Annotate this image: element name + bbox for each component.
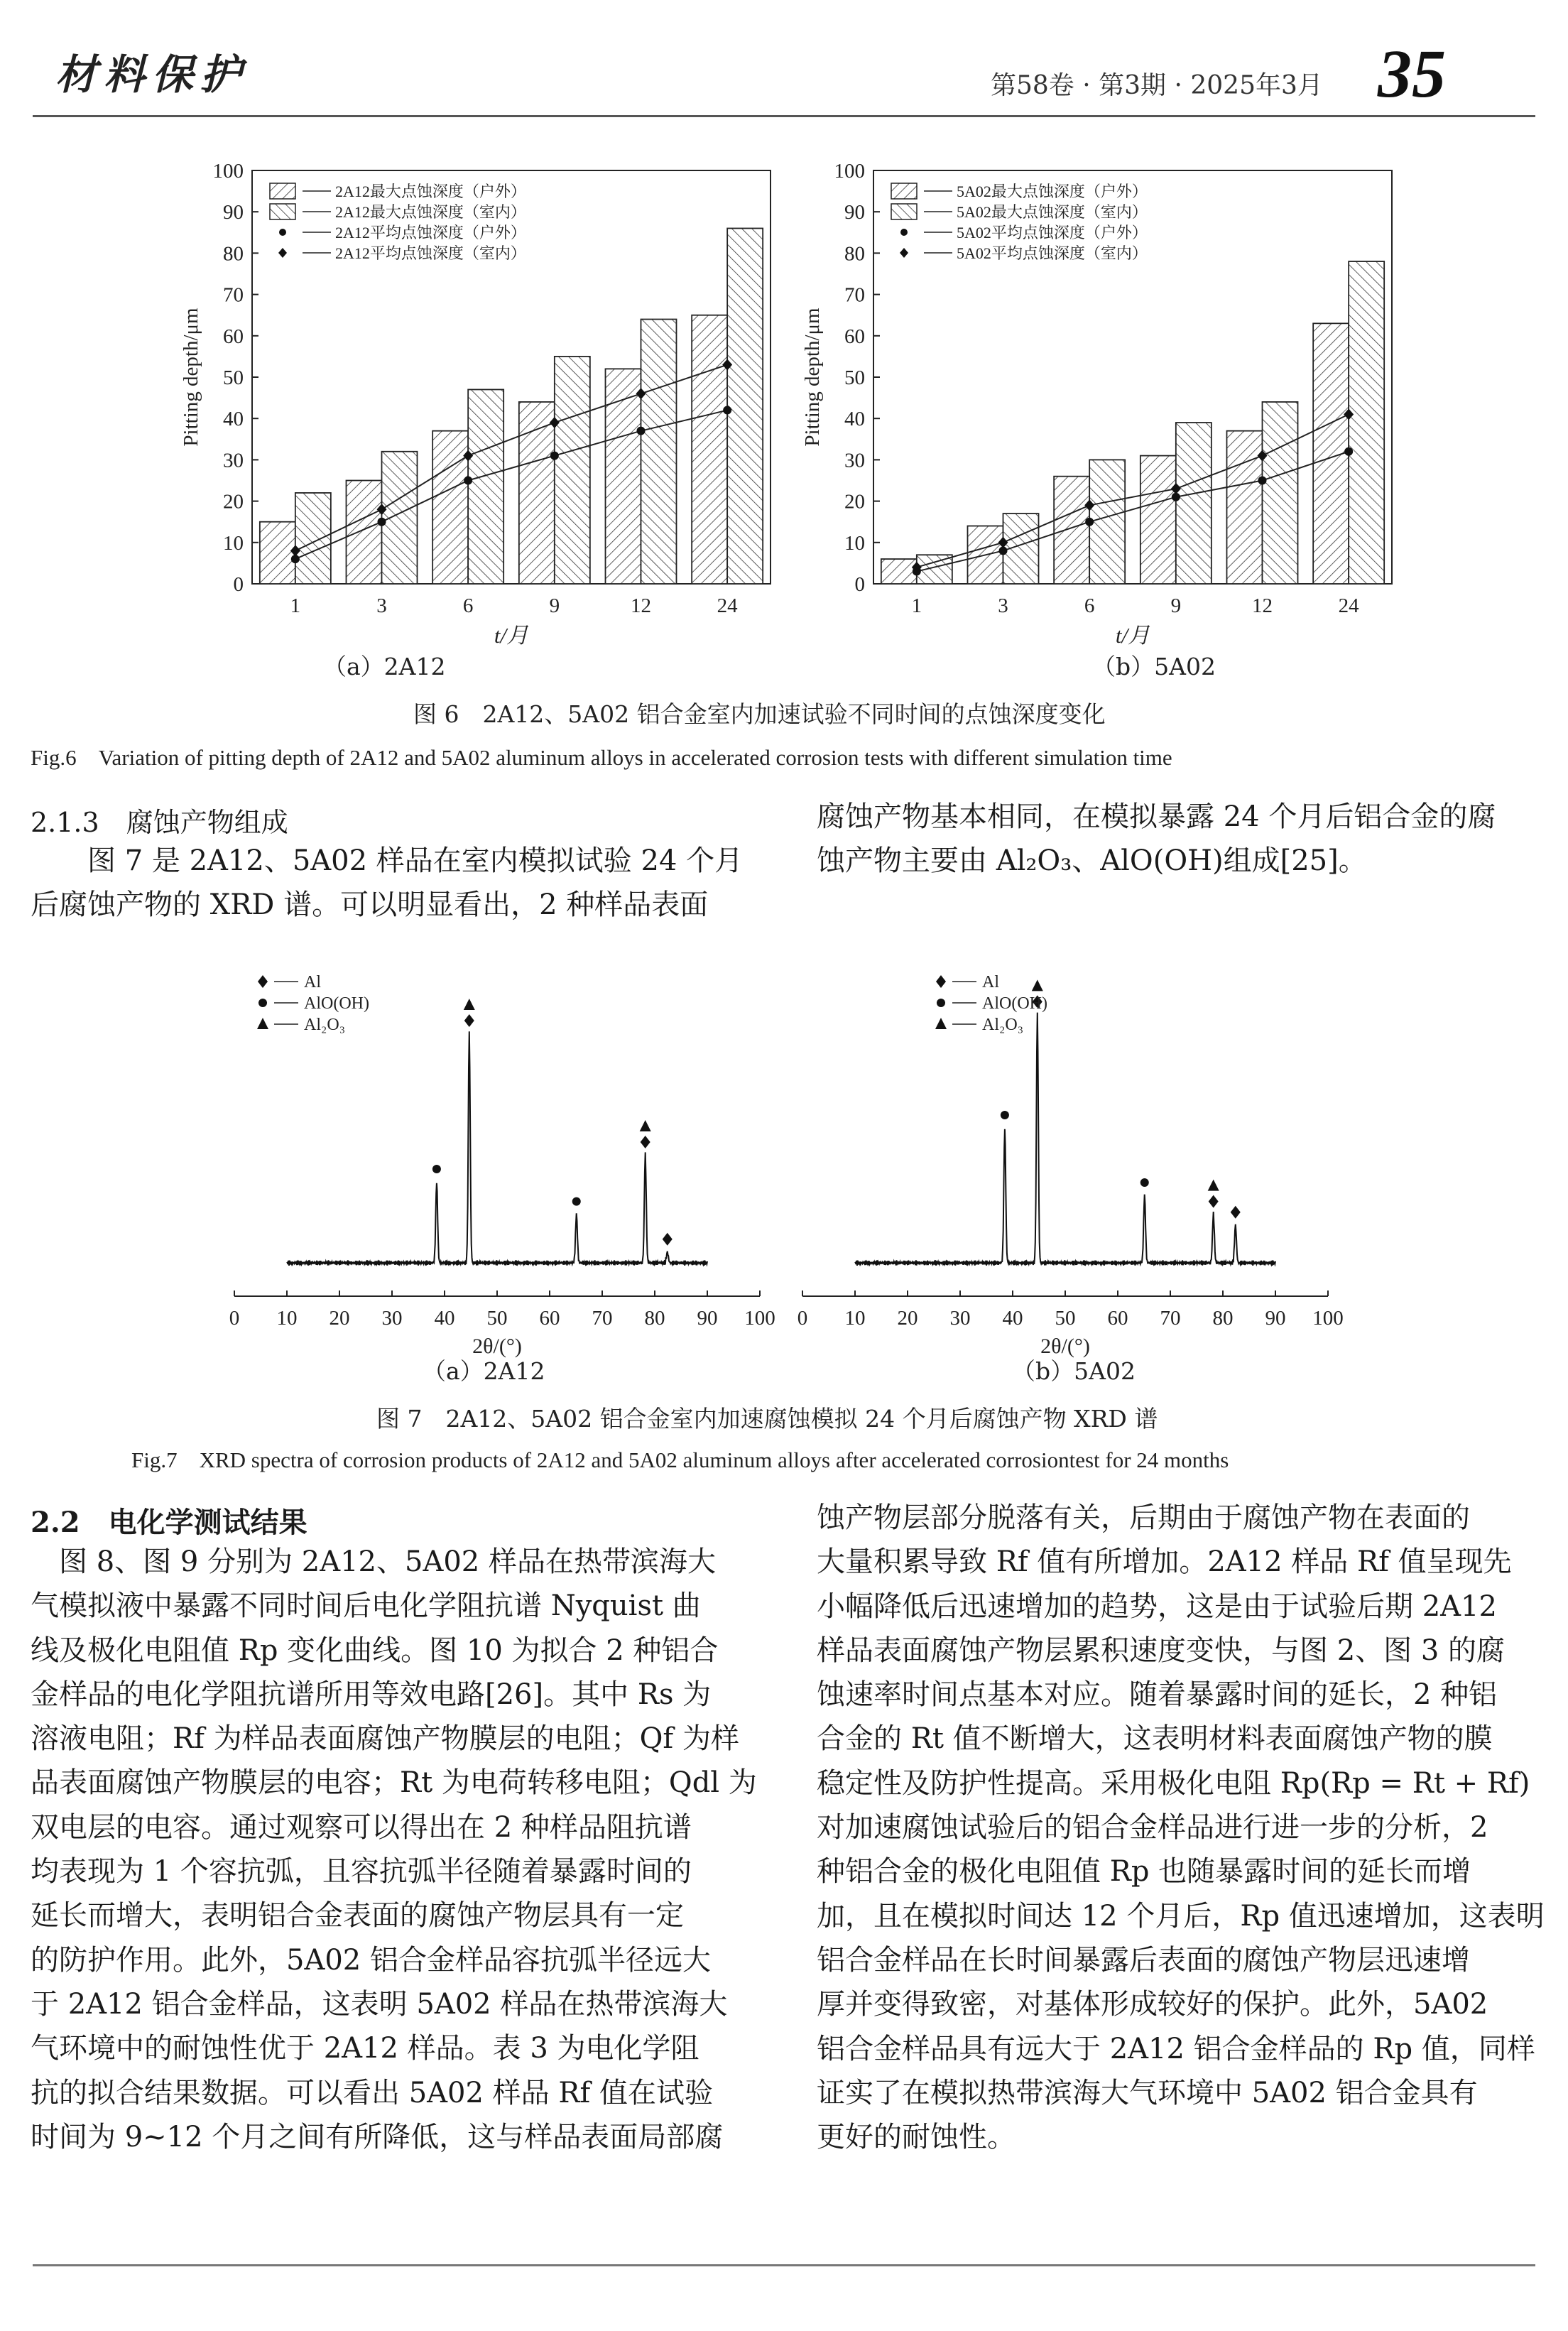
journal-logo: 材料保护 <box>55 50 249 99</box>
bar <box>555 357 590 584</box>
text-line: 铝合金样品在长时间暴露后表面的腐蚀产物层迅速增 <box>817 1943 1470 1977</box>
x-tick-label: 6 <box>1084 594 1095 617</box>
y-tick-label: 20 <box>223 490 244 514</box>
x-tick-label: 20 <box>329 1307 350 1330</box>
y-tick-label: 10 <box>223 531 244 555</box>
x-axis-label: t/月 <box>494 623 529 648</box>
peak-marker-aloh <box>937 999 945 1007</box>
x-tick-label: 50 <box>486 1307 508 1330</box>
sec22-right-text <box>817 1496 1548 2159</box>
fig6a-sublabel: （a）2A12 <box>323 653 446 680</box>
text-line: 小幅降低后迅速增加的趋势，这是由于试验后期 2A12 <box>817 1590 1497 1623</box>
legend-label: AlO(OH) <box>982 994 1047 1013</box>
x-tick-label: 30 <box>381 1307 403 1330</box>
x-tick-label: 1 <box>911 594 922 617</box>
x-tick-label: 90 <box>1265 1307 1286 1330</box>
legend-label: 5A02平均点蚀深度（户外） <box>957 224 1148 241</box>
legend-label: 2A12平均点蚀深度（室内） <box>335 244 526 262</box>
legend-swatch <box>270 204 295 219</box>
peak-marker-al <box>258 975 268 988</box>
bar <box>295 493 331 584</box>
peak-marker-al2o3 <box>935 1018 947 1029</box>
section-2-2-heading: 2.2 电化学测试结果 <box>31 1506 307 1539</box>
sec213-right-text <box>817 795 1548 884</box>
legend-label: 2A12最大点蚀深度（户外） <box>335 183 526 200</box>
fig6b-chart <box>792 160 1431 692</box>
text-line: 大量积累导致 Rf 值有所增加。2A12 样品 Rf 值呈现先 <box>817 1545 1512 1579</box>
text-line: 线及极化电阻值 Rp 变化曲线。图 10 为拟合 2 种铝合 <box>31 1634 719 1667</box>
y-tick-label: 100 <box>212 160 244 183</box>
y-tick-label: 50 <box>223 366 244 389</box>
text-line: 蚀速率时间点基本对应。随着暴露时间的延长，2 种铝 <box>817 1678 1498 1712</box>
x-tick-label: 70 <box>1160 1307 1181 1330</box>
y-tick-label: 80 <box>844 242 865 266</box>
x-tick-label: 80 <box>1212 1307 1234 1330</box>
text-line: 蚀产物主要由 Al₂O₃、AlO(OH)组成[25]。 <box>817 844 1367 878</box>
text-line: 样品表面腐蚀产物层累积速度变快，与图 2、图 3 的腐 <box>817 1634 1506 1667</box>
text-line: 于 2A12 铝合金样品，这表明 5A02 样品在热带滨海大 <box>31 1987 728 2021</box>
x-tick-label: 10 <box>276 1307 298 1330</box>
legend-swatch <box>900 229 908 236</box>
y-axis-label: Pitting depth/μm <box>180 308 202 447</box>
peak-marker-al <box>936 975 946 988</box>
text-line: 蚀产物层部分脱落有关，后期由于腐蚀产物在表面的 <box>817 1501 1470 1534</box>
x-tick-label: 0 <box>229 1307 240 1330</box>
data-point <box>1344 447 1353 456</box>
xrd-spectrum <box>855 1013 1275 1266</box>
x-tick-label: 100 <box>744 1307 775 1330</box>
legend-label: 5A02最大点蚀深度（室内） <box>957 203 1148 221</box>
x-tick-label: 20 <box>897 1307 918 1330</box>
x-axis-label: t/月 <box>1115 623 1150 648</box>
header-rule <box>33 115 1535 117</box>
page-number: 35 <box>1378 36 1446 112</box>
fig7-caption-cn: 图 7 2A12、5A02 铝合金室内加速腐蚀模拟 24 个月后腐蚀产物 XRD 谱 <box>376 1405 1158 1433</box>
bar <box>1349 261 1384 584</box>
text-line: 对加速腐蚀试验后的铝合金样品进行进一步的分析，2 <box>817 1811 1488 1844</box>
fig6-caption-cn: 图 6 2A12、5A02 铝合金室内加速试验不同时间的点蚀深度变化 <box>413 700 1106 728</box>
y-tick-label: 0 <box>233 573 244 596</box>
fig7a-chart <box>213 966 781 1378</box>
legend-swatch <box>900 248 908 258</box>
text-line: 均表现为 1 个容抗弧，且容抗弧半径随着暴露时间的 <box>31 1855 692 1889</box>
y-tick-label: 80 <box>223 242 244 266</box>
y-tick-label: 0 <box>854 573 865 596</box>
bar <box>727 228 763 584</box>
text-line: 稳定性及防护性提高。采用极化电阻 Rp(Rp = Rt + Rf) <box>817 1766 1530 1800</box>
fig7b-sublabel: （b）5A02 <box>1012 1357 1136 1385</box>
legend-label: Al <box>982 973 999 991</box>
x-tick-label: 1 <box>290 594 301 617</box>
bar <box>881 559 917 584</box>
bar <box>1089 460 1125 584</box>
text-line: 延长而增大，表明铝合金表面的腐蚀产物层具有一定 <box>31 1899 684 1933</box>
fig6a-chart <box>170 160 810 692</box>
y-tick-label: 30 <box>844 449 865 472</box>
bar <box>382 452 418 584</box>
bar <box>606 369 641 584</box>
bar <box>468 389 503 584</box>
text-line: 金样品的电化学阻抗谱所用等效电路[26]。其中 Rs 为 <box>31 1678 712 1711</box>
y-tick-label: 30 <box>223 449 244 472</box>
y-tick-label: 50 <box>844 366 865 389</box>
y-tick-label: 60 <box>844 325 865 348</box>
bar <box>1140 456 1176 584</box>
peak-marker-aloh <box>1140 1178 1149 1187</box>
text-line: 铝合金样品具有远大于 2A12 铝合金样品的 Rp 值，同样 <box>817 2032 1535 2065</box>
text-line: 证实了在模拟热带滨海大气环境中 5A02 铝合金具有 <box>817 2076 1478 2109</box>
x-tick-label: 3 <box>998 594 1008 617</box>
bar <box>347 481 382 585</box>
bar <box>641 320 677 584</box>
x-tick-label: 24 <box>1338 594 1359 617</box>
bar <box>1263 402 1298 584</box>
peak-marker-al <box>1209 1195 1219 1208</box>
peak-marker-al <box>464 1014 474 1027</box>
y-tick-label: 40 <box>844 408 865 431</box>
bar <box>432 431 468 584</box>
x-tick-label: 90 <box>697 1307 718 1330</box>
legend-swatch <box>279 229 286 236</box>
data-point <box>550 452 559 460</box>
fig7a-sublabel: （a）2A12 <box>423 1357 545 1385</box>
data-point <box>1258 477 1267 485</box>
peak-marker-al2o3 <box>464 999 475 1010</box>
text-line: 双电层的电容。通过观察可以得出在 2 种样品阻抗谱 <box>31 1810 692 1844</box>
peak-marker-al2o3 <box>1032 979 1043 991</box>
issue-info: 第58卷 · 第3期 · 2025年3月 <box>991 71 1323 100</box>
text-line: 腐蚀产物基本相同，在模拟暴露 24 个月后铝合金的腐 <box>817 800 1496 833</box>
legend-label: Al₂O₃ <box>982 1016 1024 1034</box>
x-tick-label: 70 <box>592 1307 613 1330</box>
sec213-left-text <box>31 839 755 928</box>
legend-label: 5A02最大点蚀深度（户外） <box>957 183 1148 200</box>
peak-marker-al2o3 <box>1208 1180 1219 1191</box>
fig7b-chart <box>781 966 1349 1378</box>
y-tick-label: 60 <box>223 325 244 348</box>
x-tick-label: 0 <box>797 1307 808 1330</box>
text-line: 气环境中的耐蚀性优于 2A12 样品。表 3 为电化学阻 <box>31 2032 699 2065</box>
text-line: 更好的耐蚀性。 <box>817 2121 1016 2154</box>
x-tick-label: 3 <box>376 594 387 617</box>
text-line: 合金的 Rt 值不断增大，这表明材料表面腐蚀产物的膜 <box>817 1722 1493 1756</box>
y-tick-label: 20 <box>844 490 865 514</box>
x-tick-label: 9 <box>1170 594 1182 617</box>
data-point <box>637 427 646 435</box>
footer-rule <box>33 2264 1535 2266</box>
x-tick-label: 9 <box>549 594 560 617</box>
peak-marker-al2o3 <box>640 1120 651 1131</box>
text-line: 种铝合金的极化电阻值 Rp 也随暴露时间的延长而增 <box>817 1855 1471 1889</box>
x-tick-label: 12 <box>1252 594 1273 617</box>
section-2-1-3-heading: 2.1.3 腐蚀产物组成 <box>31 807 288 838</box>
peak-marker-al <box>1231 1206 1241 1219</box>
x-tick-label: 6 <box>462 594 474 617</box>
bar <box>1054 477 1089 584</box>
x-tick-label: 60 <box>1107 1307 1128 1330</box>
x-tick-label: 40 <box>1002 1307 1023 1330</box>
x-tick-label: 30 <box>949 1307 971 1330</box>
bar <box>1227 431 1263 584</box>
text-line: 时间为 9~12 个月之间有所降低，这与样品表面局部腐 <box>31 2120 724 2153</box>
legend-label: AlO(OH) <box>304 994 369 1013</box>
fig6-caption-en: Fig.6 Variation of pitting depth of 2A12 and 5A02 aluminum alloys in accelerated corrosion tests with different simulation time <box>31 745 1172 770</box>
y-tick-label: 90 <box>223 201 244 224</box>
x-tick-label: 80 <box>644 1307 665 1330</box>
xrd-spectrum <box>287 1031 707 1266</box>
text-line: 加，且在模拟时间达 12 个月后，Rp 值迅速增加，这表明 <box>817 1899 1545 1933</box>
peak-marker-al2o3 <box>257 1018 268 1029</box>
peak-marker-aloh <box>572 1197 581 1206</box>
data-point <box>723 406 731 415</box>
text-line: 的防护作用。此外，5A02 铝合金样品容抗弧半径远大 <box>31 1943 711 1977</box>
text-line: 后腐蚀产物的 XRD 谱。可以明显看出，2 种样品表面 <box>31 889 709 922</box>
data-point <box>464 477 472 485</box>
x-tick-label: 12 <box>631 594 651 617</box>
data-point <box>378 518 386 526</box>
y-tick-label: 70 <box>223 283 244 307</box>
bar <box>260 522 295 584</box>
data-point <box>1085 518 1094 526</box>
peak-marker-al <box>641 1136 650 1148</box>
legend-label: 2A12平均点蚀深度（户外） <box>335 224 526 241</box>
peak-marker-al <box>663 1233 673 1246</box>
x-tick-label: 50 <box>1055 1307 1076 1330</box>
peak-marker-aloh <box>1001 1111 1009 1119</box>
peak-marker-aloh <box>432 1165 441 1173</box>
legend-swatch <box>278 248 287 258</box>
x-tick-label: 60 <box>539 1307 560 1330</box>
legend-label: 2A12最大点蚀深度（室内） <box>335 203 526 221</box>
x-tick-label: 24 <box>717 594 738 617</box>
text-line: 品表面腐蚀产物膜层的电容；Rt 为电荷转移电阻；Qdl 为 <box>31 1766 757 1800</box>
y-axis-label: Pitting depth/μm <box>801 308 824 447</box>
text-line: 气模拟液中暴露不同时间后电化学阻抗谱 Nyquist 曲 <box>31 1590 701 1623</box>
text-line: 抗的拟合结果数据。可以看出 5A02 样品 Rf 值在试验 <box>31 2076 714 2109</box>
x-tick-label: 100 <box>1312 1307 1344 1330</box>
legend-swatch <box>891 183 917 199</box>
text-line: 溶液电阻；Rf 为样品表面腐蚀产物膜层的电阻；Qf 为样 <box>31 1722 739 1756</box>
sec22-left-text <box>31 1540 762 2159</box>
fig7-caption-en: Fig.7 XRD spectra of corrosion products of 2A12 and 5A02 aluminum alloys after accelerated corrosiontest for 24 months <box>131 1447 1229 1472</box>
peak-marker-aloh <box>258 999 267 1007</box>
x-axis-label: 2θ/(°) <box>472 1335 522 1358</box>
y-tick-label: 90 <box>844 201 865 224</box>
fig6b-sublabel: （b）5A02 <box>1092 653 1216 680</box>
legend-label: Al₂O₃ <box>304 1016 346 1034</box>
text-line: 图 8、图 9 分别为 2A12、5A02 样品在热带滨海大 <box>31 1545 716 1578</box>
bar <box>692 315 727 584</box>
text-line: 厚并变得致密，对基体形成较好的保护。此外，5A02 <box>817 1988 1488 2021</box>
legend-swatch <box>891 204 917 219</box>
x-axis-label: 2θ/(°) <box>1040 1335 1090 1358</box>
y-tick-label: 40 <box>223 408 244 431</box>
bar <box>1176 423 1212 584</box>
y-tick-label: 100 <box>834 160 865 183</box>
legend-label: 5A02平均点蚀深度（室内） <box>957 244 1148 262</box>
legend-label: Al <box>304 973 321 991</box>
x-tick-label: 10 <box>844 1307 866 1330</box>
x-tick-label: 40 <box>434 1307 455 1330</box>
text-line: 图 7 是 2A12、5A02 样品在室内模拟试验 24 个月 <box>87 844 744 877</box>
legend-swatch <box>270 183 295 199</box>
y-tick-label: 70 <box>844 283 865 307</box>
y-tick-label: 10 <box>844 531 865 555</box>
